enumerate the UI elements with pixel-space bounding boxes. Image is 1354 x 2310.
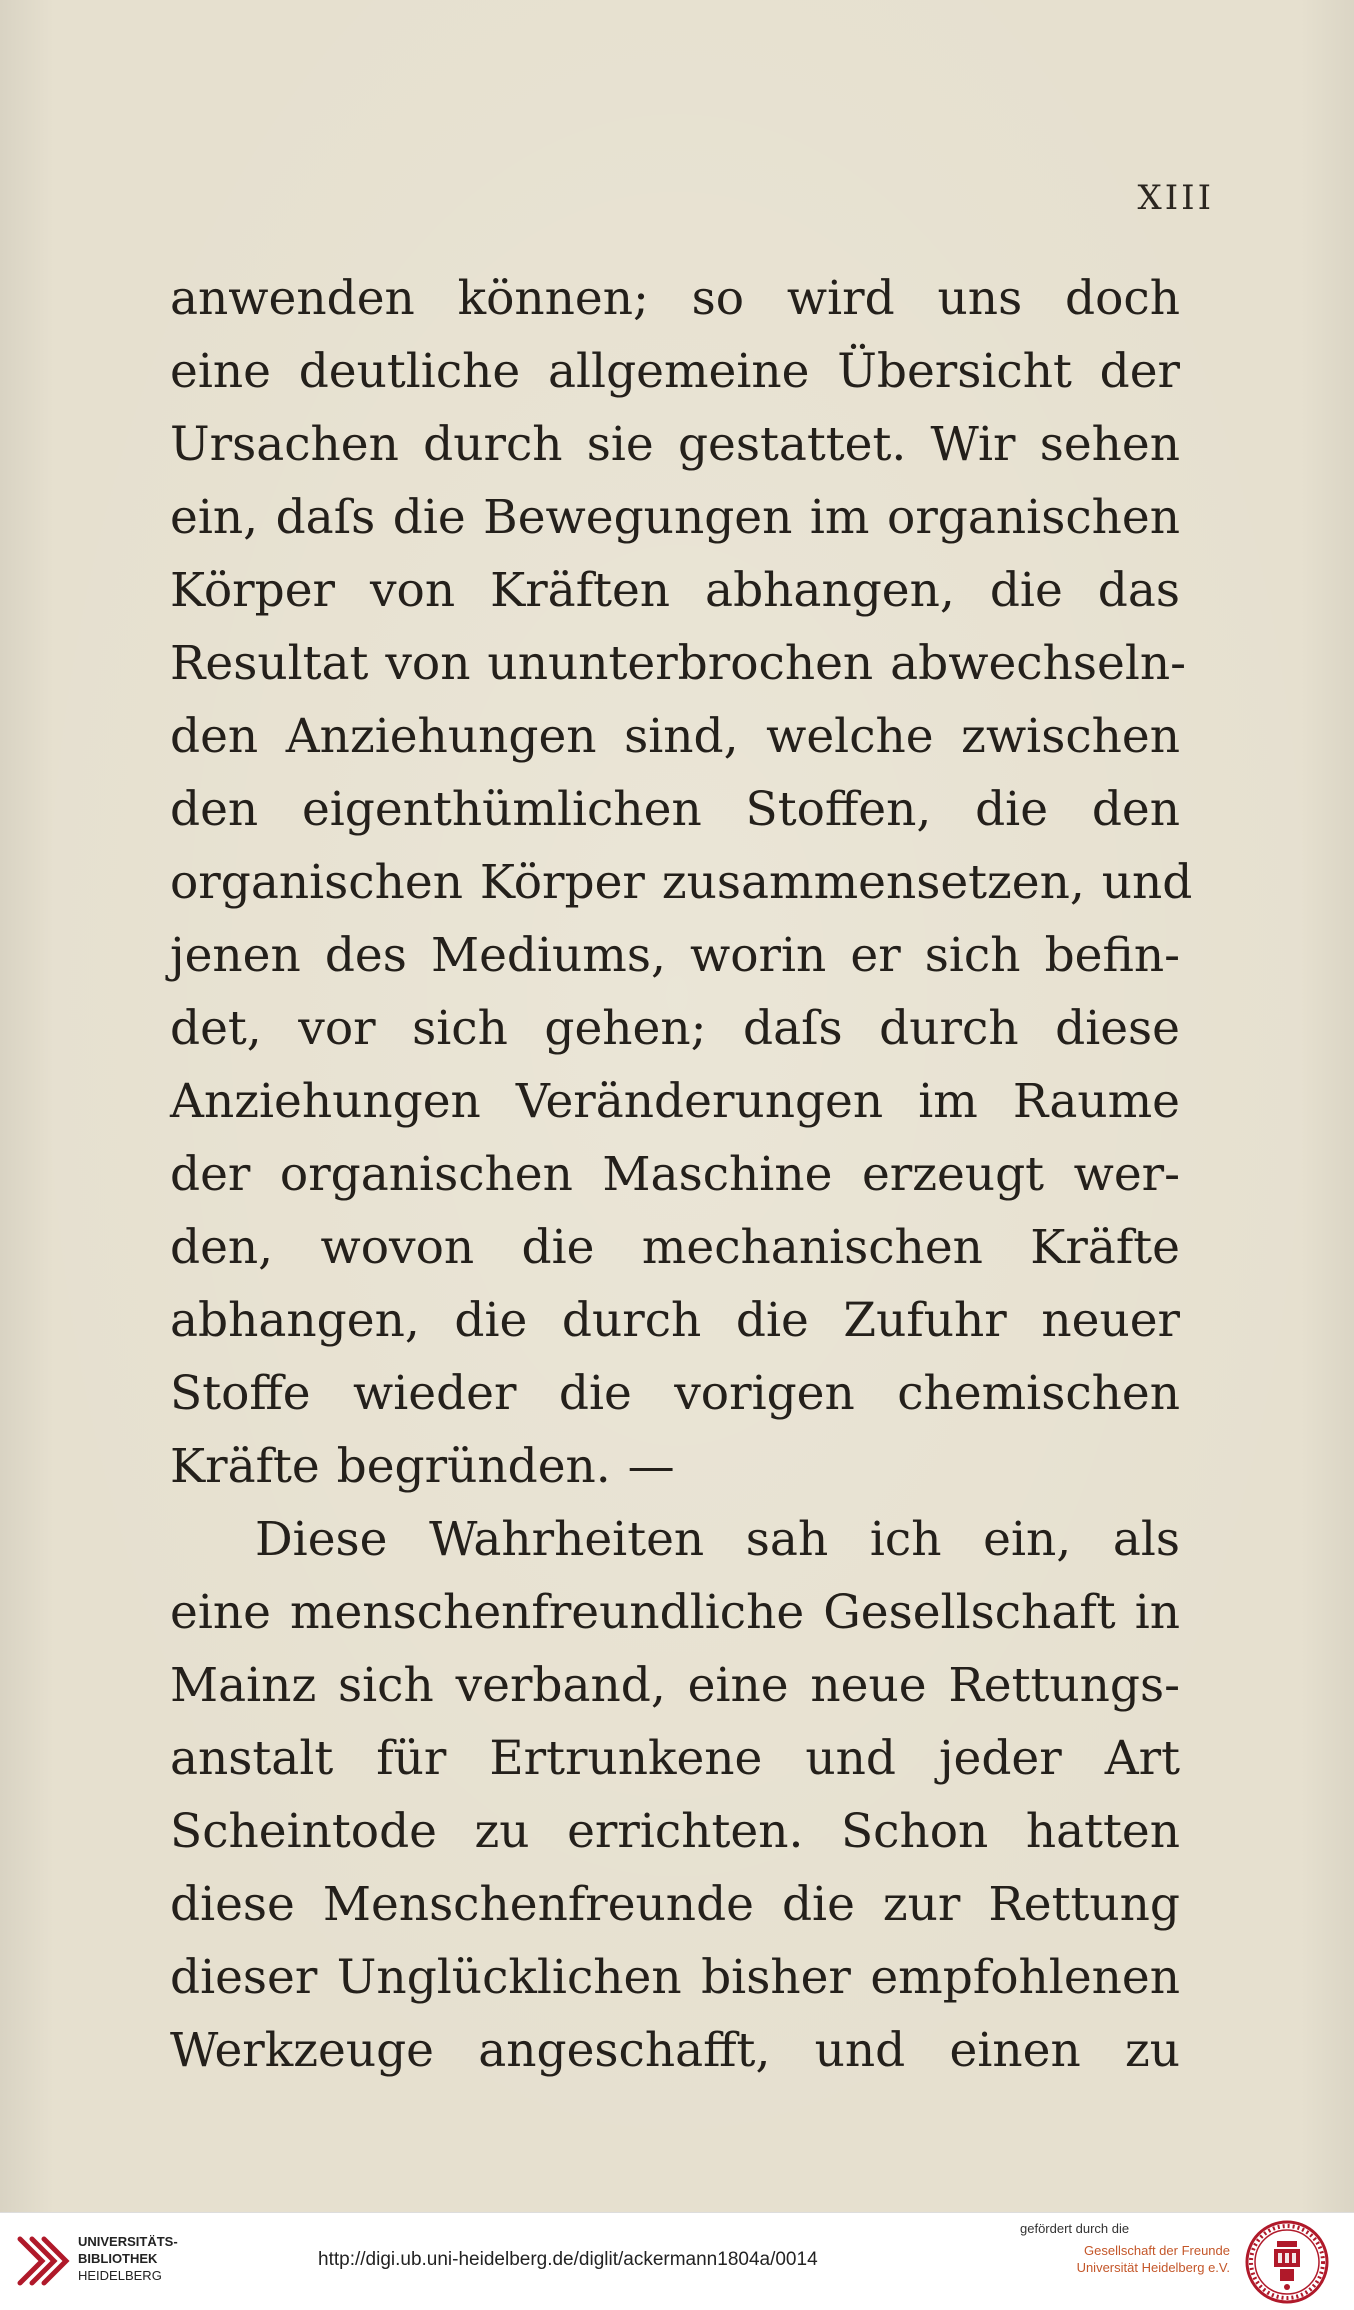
text-line: anwenden können; so wird uns doch (170, 271, 1180, 326)
footer-banner (0, 2212, 1354, 2310)
library-name-line: UNIVERSITÄTS- (78, 2234, 178, 2249)
library-name-line: BIBLIOTHEK (78, 2251, 158, 2266)
sponsor-name-line: Gesellschaft der Freunde (1084, 2243, 1230, 2258)
library-name (78, 2233, 178, 2284)
library-name-line: HEIDELBERG (78, 2268, 162, 2283)
text-line: den eigenthümlichen Stoffen, die den (170, 782, 1180, 837)
text-line: Resultat von ununterbrochen abwechseln- (170, 636, 1186, 691)
text-line: jenen des Mediums, worin er sich befin- (170, 928, 1180, 983)
permalink-url[interactable]: http://digi.ub.uni-heidelberg.de/diglit/ackermann1804a/0014 (318, 2249, 818, 2270)
text-line: Anziehungen Veränderungen im Raume (170, 1074, 1180, 1129)
body-text (170, 262, 1193, 2087)
text-line: der organischen Maschine erzeugt wer- (170, 1147, 1180, 1202)
text-line: diese Menschenfreunde die zur Rettung (170, 1877, 1180, 1932)
university-seal-icon[interactable] (1244, 2219, 1330, 2305)
text-line: det, vor sich gehen; daſs durch diese (170, 1001, 1180, 1056)
text-line: eine menschenfreundliche Gesellschaft in (170, 1585, 1180, 1640)
sponsor-name-line: Universität Heidelberg e.V. (1076, 2260, 1230, 2275)
text-line: abhangen, die durch die Zufuhr neuer (170, 1293, 1180, 1348)
text-line: Diese Wahrheiten sah ich ein, als (255, 1512, 1180, 1567)
page-number: XIII (1137, 178, 1214, 218)
text-line: Kräfte begründen. — (170, 1439, 675, 1494)
sponsor-block (1020, 2221, 1230, 2276)
text-line: organischen Körper zusammensetzen, und (170, 855, 1193, 910)
text-line: den Anziehungen sind, welche zwischen (170, 709, 1180, 764)
text-line: Scheintode zu errichten. Schon hatten (170, 1804, 1180, 1859)
library-logo-icon[interactable] (12, 2231, 72, 2291)
text-line: eine deutliche allgemeine Übersicht der (170, 344, 1180, 399)
text-line: dieser Unglücklichen bisher empfohlenen (170, 1950, 1180, 2005)
text-line: Stoffe wieder die vorigen chemischen (170, 1366, 1180, 1421)
text-line: Mainz sich verband, eine neue Rettungs- (170, 1658, 1180, 1713)
text-line: Körper von Kräften abhangen, die das (170, 563, 1180, 618)
text-line: anstalt für Ertrunkene und jeder Art (170, 1731, 1180, 1786)
text-line: Werkzeuge angeschafft, und einen zu (170, 2023, 1180, 2078)
text-line: Ursachen durch sie gestattet. Wir sehen (170, 417, 1180, 472)
sponsor-intro: gefördert durch die (1020, 2221, 1130, 2236)
text-line: ein, daſs die Bewegungen im organischen (170, 490, 1180, 545)
text-line: den, wovon die mechanischen Kräfte (170, 1220, 1180, 1275)
